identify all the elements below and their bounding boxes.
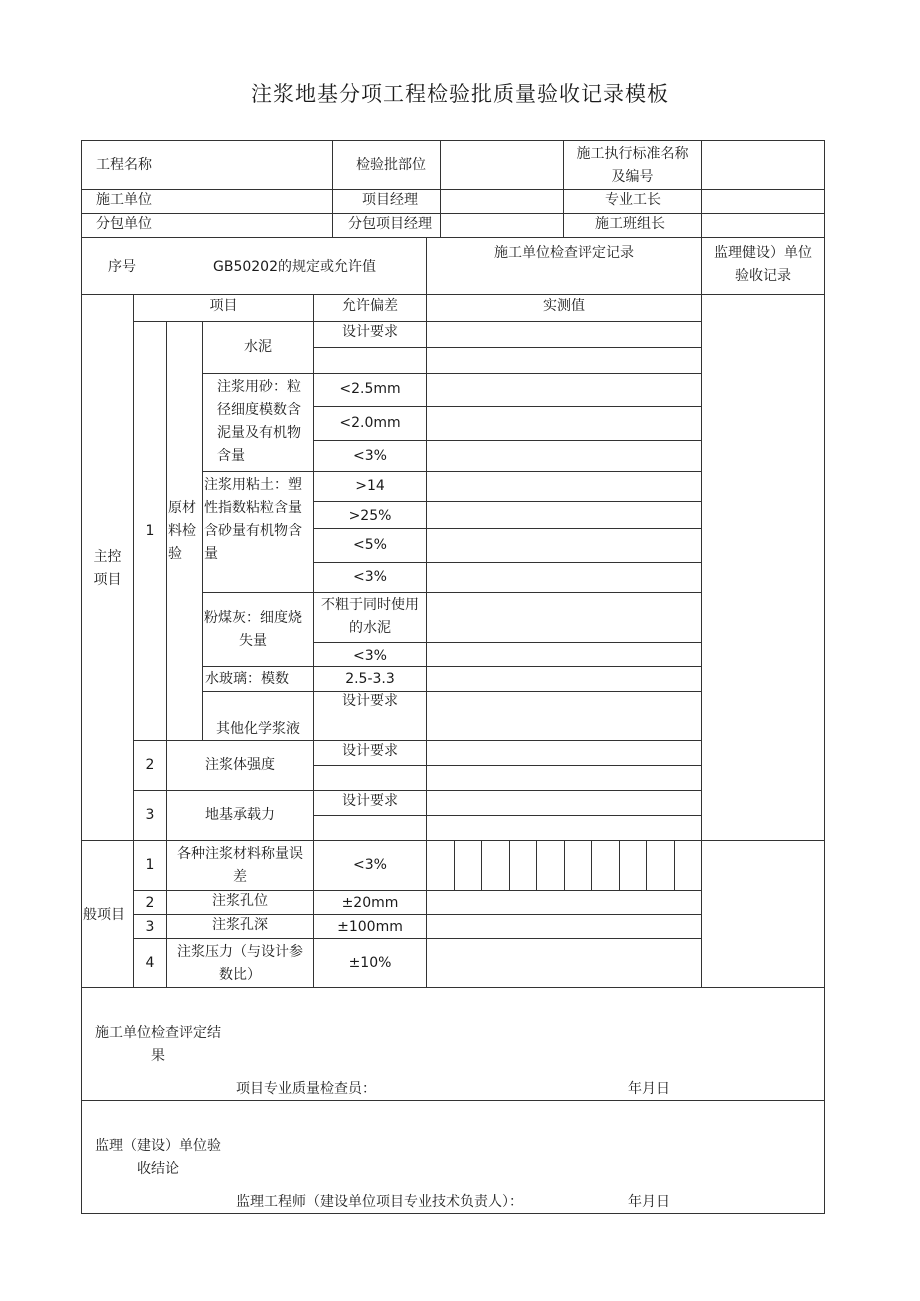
rule: [619, 840, 620, 890]
clay-tolerance-1: >14: [355, 478, 385, 494]
general-no-1: 1: [145, 857, 155, 873]
sand-line1: 注浆用砂：粒: [217, 379, 301, 395]
sand-line2: 径细度模数含: [217, 402, 301, 418]
flyash-line2: 失量: [239, 633, 267, 649]
hole-pos-tolerance: ±20mm: [341, 895, 399, 911]
hole-depth-tolerance: ±100mm: [337, 919, 403, 935]
bearing-label: 地基承载力: [205, 807, 275, 823]
cement-label: 水泥: [244, 339, 272, 355]
pressure-line1: 注浆压力（与设计参: [177, 944, 303, 960]
sand-line4: 含量: [217, 448, 245, 464]
weigh-line2: 差: [233, 869, 247, 885]
tolerance-header: 允许偏差: [342, 298, 398, 314]
main-control-line2: 项目: [93, 572, 122, 588]
rule: [81, 1100, 825, 1101]
rule: [591, 840, 592, 890]
rule: [536, 840, 537, 890]
rule: [202, 321, 203, 740]
spec-header: GB50202的规定或允许值: [213, 259, 376, 275]
raw-material-line1: 原材: [168, 500, 196, 516]
rule: [313, 765, 702, 766]
strength-label: 注浆体强度: [205, 757, 275, 773]
weigh-line1: 各种注浆材料称量误: [177, 846, 303, 862]
inspector-date: 年月日: [628, 1081, 670, 1097]
rule: [313, 347, 702, 348]
rule: [313, 406, 702, 407]
pressure-tolerance: ±10%: [348, 955, 392, 971]
project-manager-label: 项目经理: [362, 192, 418, 208]
pressure-line2: 数比）: [219, 967, 261, 983]
flyash-line1: 粉煤灰：细度烧: [204, 610, 302, 626]
rule: [313, 815, 702, 816]
check-result-line2: 果: [151, 1048, 165, 1064]
standard-label-line1: 施工执行标准名称: [576, 146, 689, 162]
standard-label: [564, 143, 701, 189]
foreman-label: 专业工长: [605, 192, 661, 208]
main-control-line1: 主控: [93, 549, 122, 565]
page-title: 注浆地基分项工程检验批质量验收记录模板: [251, 82, 669, 106]
rule: [313, 562, 702, 563]
rule: [81, 987, 825, 988]
rule: [202, 666, 702, 667]
cement-design-req: 设计要求: [342, 324, 398, 340]
rule: [202, 691, 702, 692]
pressure-label: [167, 941, 313, 987]
weigh-label: [167, 843, 313, 889]
rule: [313, 440, 702, 441]
rule: [202, 373, 702, 374]
rule: [202, 592, 702, 593]
hole-depth-label: 注浆孔深: [212, 917, 268, 933]
item-header: 项目: [209, 298, 238, 314]
general-no-2: 2: [145, 895, 155, 911]
main-no-2: 2: [145, 757, 155, 773]
main-no-3: 3: [145, 807, 155, 823]
strength-design-req: 设计要求: [342, 743, 398, 759]
sand-tolerance-3: <3%: [353, 448, 387, 464]
engineer-date: 年月日: [628, 1194, 670, 1210]
main-control-label: [82, 546, 133, 592]
flyash-tolerance-1b: 的水泥: [349, 620, 391, 636]
rule: [81, 189, 825, 190]
raw-material-label: [168, 497, 196, 566]
rule: [313, 528, 702, 529]
hole-pos-label: 注浆孔位: [212, 893, 268, 909]
rule: [564, 840, 565, 890]
sub-pm-label: 分包项目经理: [348, 216, 432, 232]
check-result-label: [82, 1022, 234, 1068]
rule: [481, 840, 482, 890]
rule: [81, 140, 825, 141]
standard-label-line2: 及编号: [611, 169, 654, 185]
supervision-header-line2: 验收记录: [735, 268, 791, 284]
clay-line1: 注浆用粘土：塑: [204, 477, 302, 493]
rule: [133, 294, 134, 987]
rule: [674, 840, 675, 890]
conclusion-line2: 收结论: [137, 1161, 179, 1177]
clay-tolerance-3: <5%: [353, 537, 387, 553]
glass-tolerance: 2.5-3.3: [345, 671, 395, 687]
rule: [313, 501, 702, 502]
conclusion-label: [82, 1135, 234, 1181]
construction-unit-label: 施工单位: [96, 192, 152, 208]
clay-line3: 含砂量有机物含: [204, 523, 302, 539]
check-result-line1: 施工单位检查评定结: [95, 1025, 221, 1041]
clay-tolerance-2: >25%: [348, 508, 392, 524]
rule: [426, 237, 427, 987]
glass-label: 水玻璃：模数: [205, 671, 289, 687]
batch-part-label: 检验批部位: [356, 157, 426, 173]
main-no-1: 1: [145, 523, 155, 539]
sand-tolerance-1: <2.5mm: [339, 381, 401, 397]
other-chem-design-req: 设计要求: [342, 693, 398, 709]
clay-line4: 量: [204, 546, 218, 562]
general-items-label: 般项目: [83, 907, 125, 923]
clay-tolerance-4: <3%: [353, 569, 387, 585]
team-leader-label: 施工班组长: [595, 216, 665, 232]
sand-line3: 泥量及有机物: [217, 425, 301, 441]
flyash-tolerance-1a: 不粗于同时使用: [321, 597, 419, 613]
rule: [81, 213, 825, 214]
clay-line2: 性指数粘粒含量: [204, 500, 302, 516]
raw-material-line3: 验: [168, 546, 182, 562]
supervision-header-line1: 监理健设）单位: [714, 245, 812, 261]
rule: [313, 642, 702, 643]
rule: [332, 140, 333, 237]
seq-header: 序号: [108, 259, 136, 275]
clay-label: [204, 474, 302, 566]
sand-tolerance-2: <2.0mm: [339, 415, 401, 431]
supervision-header: [702, 242, 824, 288]
rule: [81, 840, 825, 841]
sand-label: [217, 376, 301, 468]
flyash-label: [204, 607, 302, 653]
weigh-tolerance: <3%: [353, 857, 387, 873]
rule: [646, 840, 647, 890]
rule: [509, 840, 510, 890]
rule: [202, 471, 702, 472]
rule: [81, 237, 825, 238]
other-chem-label: 其他化学浆液: [216, 721, 300, 737]
engineer-signature: 监理工程师（建设单位项目专业技术负责人）：: [236, 1194, 523, 1210]
check-record-header: 施工单位检查评定记录: [494, 245, 634, 261]
project-name-label: 工程名称: [96, 157, 152, 173]
flyash-tolerance-2: <3%: [353, 648, 387, 664]
inspector-signature: 项目专业质量检查员：: [236, 1081, 376, 1097]
flyash-tolerance-1: [314, 594, 426, 640]
rule: [824, 140, 825, 1214]
rule: [454, 840, 455, 890]
subcontractor-label: 分包单位: [96, 216, 152, 232]
conclusion-line1: 监理（建设）单位验: [95, 1138, 221, 1154]
raw-material-line2: 料检: [168, 523, 196, 539]
general-no-3: 3: [145, 919, 155, 935]
rule: [440, 140, 441, 237]
general-no-4: 4: [145, 955, 155, 971]
measured-header: 实测值: [543, 298, 585, 314]
bearing-design-req: 设计要求: [342, 793, 398, 809]
